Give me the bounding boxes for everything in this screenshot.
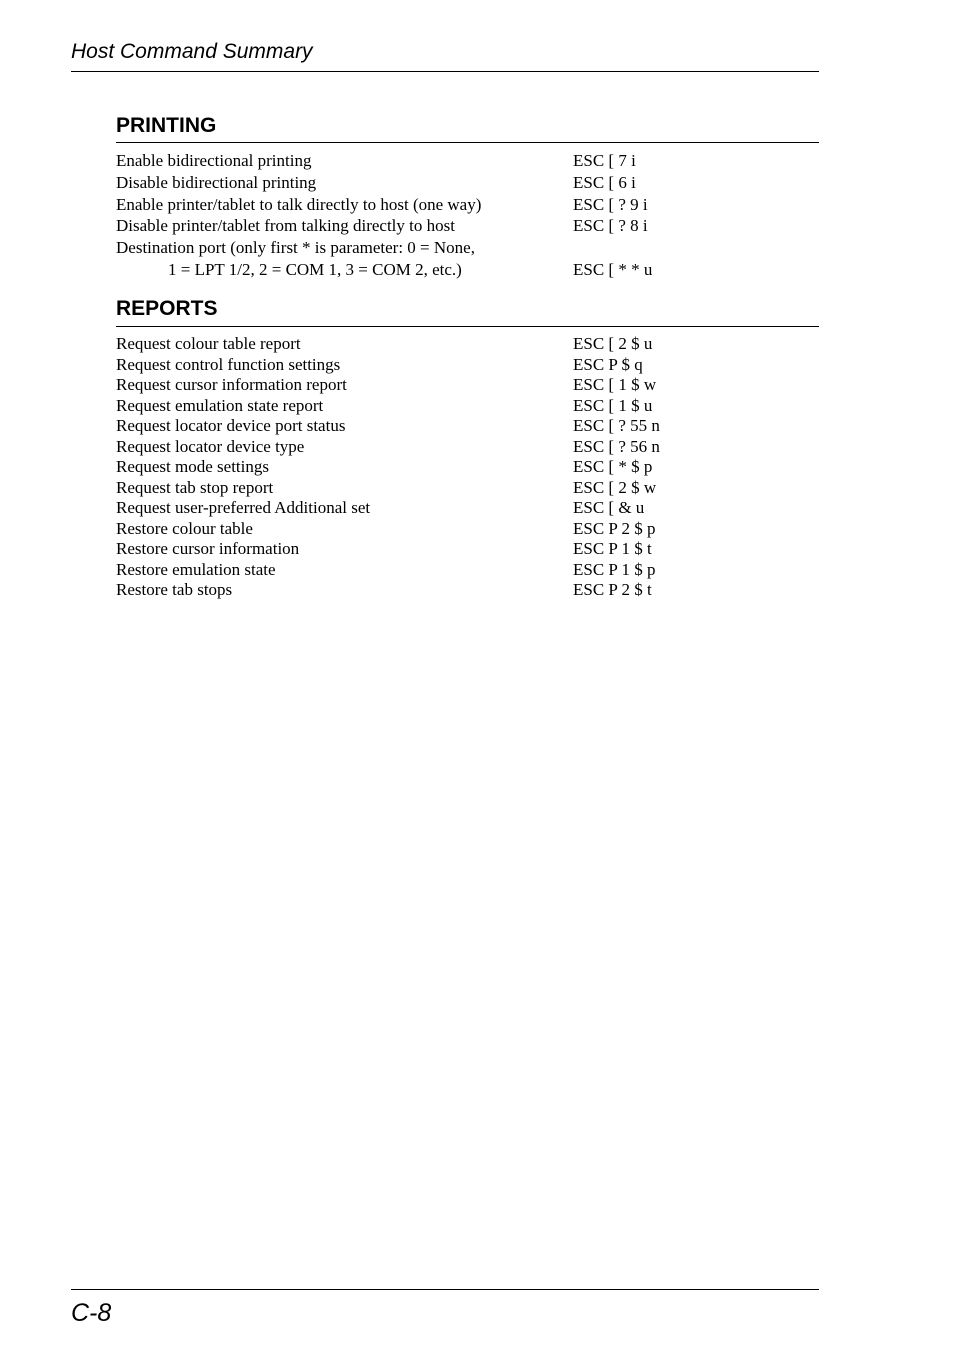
command-description: Request cursor information report: [116, 375, 347, 394]
command-code: ESC P $ q: [573, 354, 643, 374]
table-row: [116, 150, 819, 172]
header-rule: [71, 71, 819, 72]
command-code: ESC [ ? 56 n: [573, 436, 660, 456]
command-code: ESC [ & u: [573, 498, 645, 517]
command-code: ESC [ 1 $ w: [573, 375, 657, 394]
command-description: Enable printer/tablet to talk directly to host (one way): [116, 194, 482, 214]
command-description: Restore cursor information: [116, 539, 300, 558]
command-description: Disable bidirectional printing: [116, 172, 317, 192]
printing-command-list: [116, 150, 819, 281]
table-row: [116, 375, 819, 396]
table-row: [116, 237, 819, 281]
table-row: [116, 172, 819, 194]
command-code: ESC [ ? 9 i: [573, 194, 648, 214]
command-code: ESC P 1 $ p: [573, 559, 656, 579]
command-code: ESC [ ? 8 i: [573, 216, 648, 236]
command-code: ESC [ 1 $ u: [573, 395, 653, 415]
command-description-continuation: 1 = LPT 1/2, 2 = COM 1, 3 = COM 2, etc.): [168, 259, 462, 279]
page-number: C-8: [71, 1299, 112, 1327]
command-description: Request user-preferred Additional set: [116, 498, 371, 517]
command-code: ESC [ 7 i: [573, 151, 636, 170]
command-code: ESC [ * * u: [573, 259, 653, 279]
command-description: Request locator device type: [116, 436, 305, 456]
table-row: [116, 355, 819, 376]
table-row: [116, 519, 819, 540]
table-row: [116, 215, 819, 237]
running-header-title: Host Command Summary: [71, 40, 313, 63]
command-description: Request mode settings: [116, 457, 269, 476]
command-code: ESC [ 6 i: [573, 172, 636, 192]
table-row: [116, 498, 819, 519]
command-description: Request locator device port status: [116, 416, 346, 435]
table-row: [116, 457, 819, 478]
command-description: Restore tab stops: [116, 580, 233, 599]
table-row: [116, 194, 819, 216]
section-title-reports: REPORTS: [116, 297, 218, 320]
command-code: ESC [ 2 $ w: [573, 477, 657, 497]
section-rule-printing: [116, 142, 819, 143]
command-description: Request tab stop report: [116, 477, 274, 497]
command-code: ESC [ 2 $ u: [573, 334, 653, 353]
footer-rule: [71, 1289, 819, 1290]
section-rule-reports: [116, 326, 819, 327]
command-description: Restore colour table: [116, 518, 253, 538]
command-code: ESC P 2 $ t: [573, 580, 652, 599]
table-row: [116, 437, 819, 458]
command-code: ESC [ ? 55 n: [573, 416, 660, 435]
command-description: Request control function settings: [116, 354, 341, 374]
table-row: [116, 416, 819, 437]
table-row: [116, 396, 819, 417]
command-description: Destination port (only first * is parameter: 0 = None,: [116, 238, 475, 258]
table-row: [116, 539, 819, 560]
table-row: [116, 560, 819, 581]
command-description-block: [116, 237, 475, 281]
table-row: [116, 580, 819, 601]
command-code: ESC [ * $ p: [573, 457, 653, 476]
command-description: Request emulation state report: [116, 395, 324, 415]
command-code: ESC P 2 $ p: [573, 518, 656, 538]
command-description: Enable bidirectional printing: [116, 151, 312, 170]
section-title-printing: PRINTING: [116, 114, 217, 137]
command-description: Disable printer/tablet from talking directly to host: [116, 216, 455, 236]
command-description: Restore emulation state: [116, 559, 276, 579]
table-row: [116, 334, 819, 355]
table-row: [116, 478, 819, 499]
reports-command-list: [116, 334, 819, 601]
command-description: Request colour table report: [116, 334, 301, 353]
command-code: ESC P 1 $ t: [573, 539, 652, 558]
